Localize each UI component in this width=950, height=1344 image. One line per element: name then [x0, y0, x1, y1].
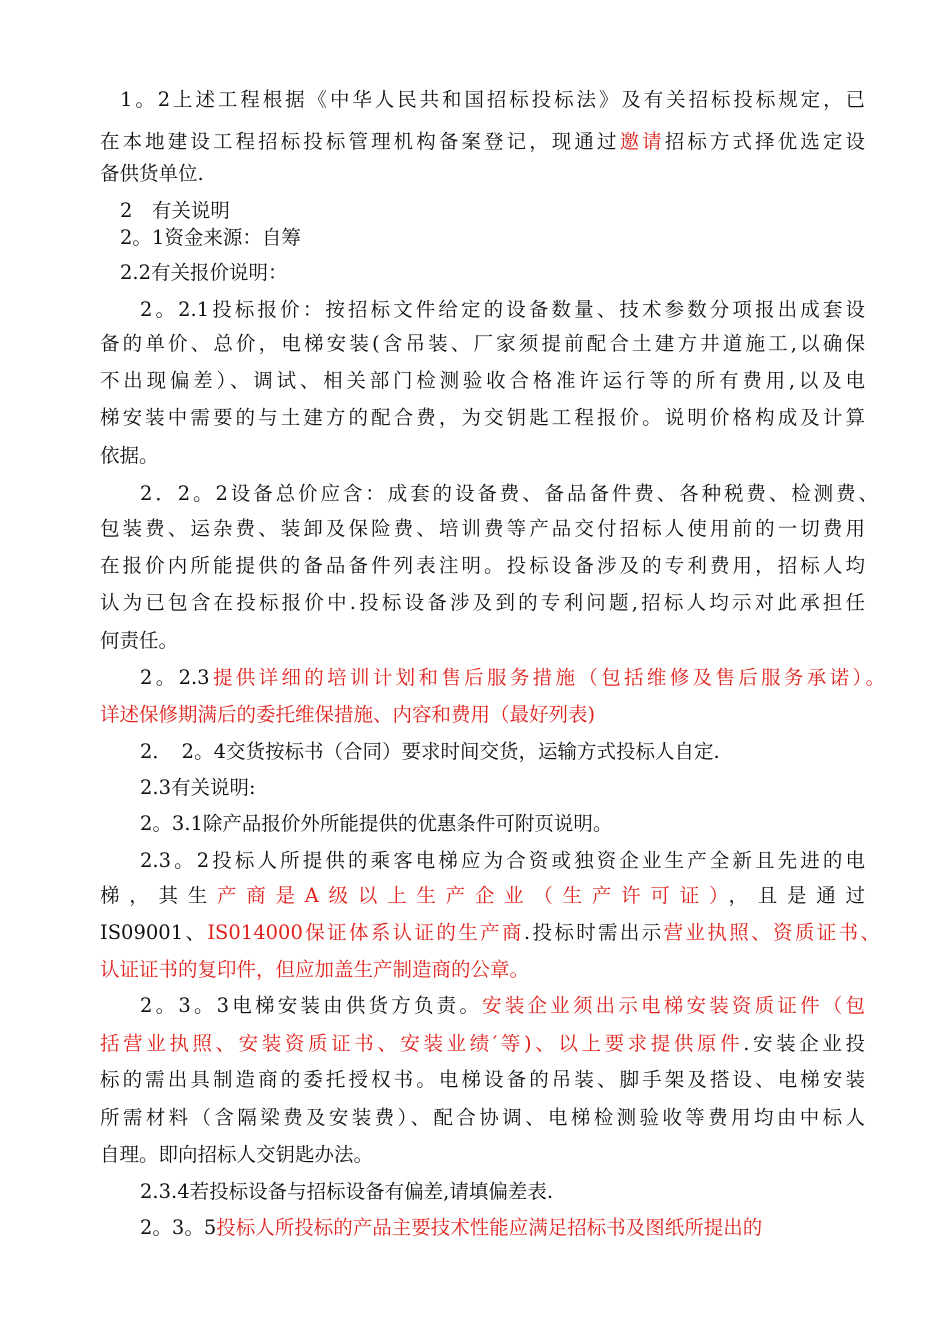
highlighted-text: 详述保修期满后的委托维保措施、内容和费用（最好列表)	[100, 703, 596, 726]
text-line	[140, 739, 720, 765]
text-line	[120, 87, 865, 113]
text-line	[100, 405, 865, 431]
text-line	[100, 443, 159, 469]
highlighted-text: 产商是A级以上生产企业（生产许可证）	[217, 884, 729, 907]
text-line	[100, 331, 865, 357]
body-text: 备供货单位.	[100, 162, 204, 185]
body-text: 2。2.3	[140, 666, 210, 689]
text-line	[100, 129, 865, 155]
body-text: 1。2上述工程根据《中华人民共和国招标投标法》及有关招标投标规定，已	[120, 88, 865, 111]
text-line	[100, 161, 204, 187]
text-line	[140, 1179, 553, 1205]
body-text: 2.3有关说明:	[140, 776, 256, 799]
highlighted-text: 营业执照、资质证书、	[663, 921, 880, 944]
body-text: 在本地建设工程招标投标管理机构备案登记，现通过	[100, 130, 620, 153]
text-line	[140, 993, 865, 1019]
text-line	[100, 702, 595, 728]
highlighted-text: 投标人所投标的产品主要技术性能应满足招标书及图纸所提出的	[216, 1216, 763, 1239]
text-line	[140, 481, 878, 507]
text-line	[100, 1105, 865, 1131]
body-text: 认为已包含在投标报价中.投标设备涉及到的专利问题,招标人均示对此承担任	[100, 591, 865, 614]
text-line	[140, 1215, 865, 1241]
text-line	[120, 260, 288, 286]
body-text: 所需材料（含隔梁费及安装费）、配合协调、电梯检测验收等费用均由中标人	[100, 1106, 865, 1129]
text-line	[140, 665, 885, 691]
text-line	[100, 516, 865, 542]
text-line	[100, 1142, 373, 1168]
body-text: 2 有关说明	[120, 199, 230, 222]
body-text: 2.3.4若投标设备与招标设备有偏差,请填偏差表.	[140, 1180, 554, 1203]
body-text: ，且是通过	[728, 884, 865, 907]
highlighted-text: 认证证书的复印件，但应加盖生产制造商的公章。	[100, 958, 530, 981]
text-line	[100, 628, 178, 654]
body-text: 备的单价、总价，电梯安装(含吊装、厂家须提前配合土建方井道施工,以确保	[100, 332, 865, 355]
body-text: 包装费、运杂费、装卸及保险费、培训费等产品交付招标人使用前的一切费用	[100, 517, 865, 540]
text-line	[100, 590, 865, 616]
body-text: 2.2有关报价说明：	[120, 261, 288, 284]
body-text: 2。3。3电梯安装由供货方负责。	[140, 994, 483, 1017]
highlighted-text: 提供详细的培训计划和售后服务措施（包括维修及售后服务承诺）。	[209, 666, 885, 689]
body-text: 自理。即向招标人交钥匙办法。	[100, 1143, 374, 1166]
highlighted-text: 安装企业须出示电梯安装资质证件（包	[482, 994, 865, 1017]
body-text: 2。1资金来源：自筹	[120, 226, 301, 249]
text-line	[140, 848, 865, 874]
body-text: 2．2。2设备总价应含：成套的设备费、备品备件费、各种税费、检测费、	[140, 482, 878, 505]
text-line	[100, 368, 865, 394]
text-line	[100, 1031, 865, 1057]
body-text: 梯安装中需要的与土建方的配合费，为交钥匙工程报价。说明价格构成及计算	[100, 406, 865, 429]
text-line	[100, 920, 880, 946]
text-line	[100, 883, 865, 909]
text-line	[140, 811, 612, 837]
highlighted-text: IS014000保证体系认证的生产商	[207, 921, 524, 944]
body-text: .安装企业投	[743, 1032, 865, 1055]
body-text: 不出现偏差）、调试、相关部门检测验收合格准许运行等的所有费用,以及电	[100, 369, 865, 392]
body-text: 在报价内所能提供的备品备件列表注明。投标设备涉及的专利费用，招标人均	[100, 554, 865, 577]
body-text: 2。3。5	[140, 1216, 217, 1239]
body-text: 2． 2。4交货按标书（合同）要求时间交货，运输方式投标人自定.	[140, 740, 720, 763]
text-line	[120, 225, 301, 251]
body-text: 2。3.1除产品报价外所能提供的优惠条件可附页说明。	[140, 812, 613, 835]
body-text: IS09001、	[100, 921, 208, 944]
body-text: .投标时需出示	[523, 921, 664, 944]
body-text: 梯，其生	[100, 884, 218, 907]
highlighted-text: 邀请	[619, 130, 665, 153]
text-line	[120, 198, 230, 224]
body-text: 标的需出具制造商的委托授权书。电梯设备的吊装、脚手架及搭设、电梯安装	[100, 1068, 865, 1091]
text-line	[140, 775, 256, 801]
body-text: 何责任。	[100, 629, 179, 652]
text-line	[100, 553, 865, 579]
body-text: 依据。	[100, 444, 159, 467]
text-line	[100, 957, 529, 983]
text-line	[140, 297, 865, 323]
body-text: 招标方式择优选定设	[664, 130, 865, 153]
body-text: 2。2.1投标报价：按招标文件给定的设备数量、技术参数分项报出成套设	[140, 298, 865, 321]
body-text: 2.3。2投标人所提供的乘客电梯应为合资或独资企业生产全新且先进的电	[140, 849, 865, 872]
text-line	[100, 1067, 865, 1093]
highlighted-text: 括营业执照、安装资质证书、安装业绩′等)、以上要求提供原件	[100, 1032, 744, 1055]
